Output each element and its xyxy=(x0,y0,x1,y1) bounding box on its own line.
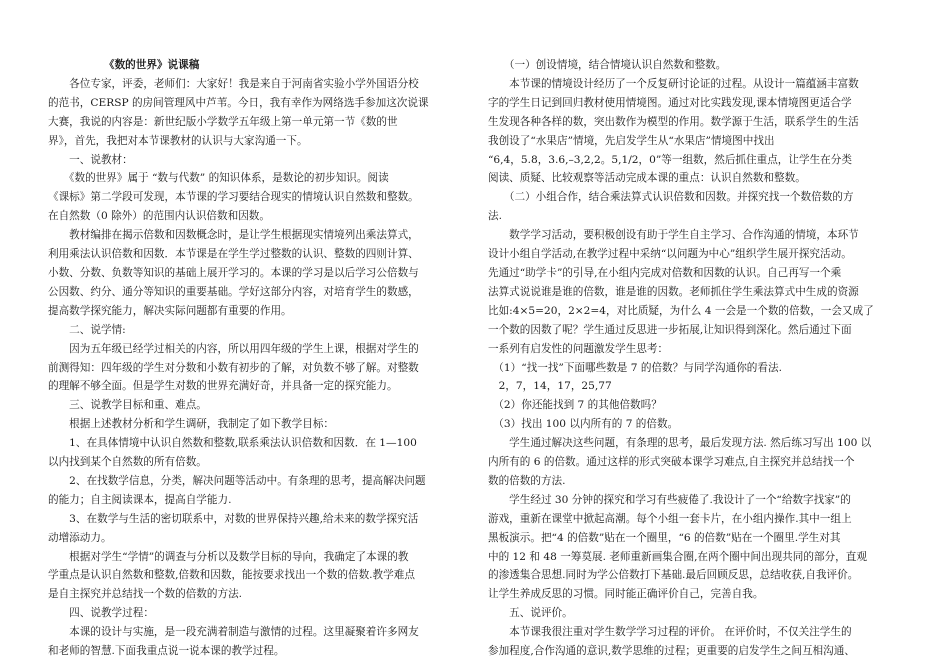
right-column-line: 内所有的 6 的倍数。通过这样的形式突破本课学习难点,自主探究并总结找一个 xyxy=(488,456,855,469)
left-column-line: 《数的世界》属于 “数与代数” 的知识体系，是数论的初步知识。阅读 xyxy=(48,172,389,185)
right-column-line: 先通过“助学卡”的引导,在小组内完成对倍数和因数的认识。自己再写一个乘 xyxy=(488,266,842,279)
right-column-line: 一系列有启发性的问题激发学生思考： xyxy=(488,342,669,355)
right-column-line: （2）你还能找到 7 的其他倍数吗？ xyxy=(488,399,662,412)
left-column-line: 利用乘法认识倍数和因数．本节课是在学生学过整数的认识、整数的四则计算、 xyxy=(48,248,419,261)
right-column-line: 数学学习活动，要积极创设有助于学生自主学习、合作沟通的情境，本环节 xyxy=(488,229,859,242)
left-column-line: 动增添动力。 xyxy=(48,531,112,544)
right-column-line: 阅读、质疑、比较观察等活动完成本课的重点：认识自然数和整数。 xyxy=(488,172,806,185)
right-column-line: 本节课我很注重对学生数学学习过程的评价。 在评价时，不仅关注学生的 xyxy=(488,626,852,639)
right-column-line: 学生通过解决这些问题，有条理的思考，最后发现方法. 然后练习写出 100 以 xyxy=(488,437,872,450)
left-column-line: 一、说教材： xyxy=(48,153,133,166)
left-column-line: 各位专家，评委，老师们：大家好！我是来自于河南省实验小学外国语分校 xyxy=(48,77,419,90)
left-column-line: 根据对学生“学情”的调查与分析以及数学目标的导向，我确定了本课的教 xyxy=(48,550,409,563)
right-column-line: 让学生养成反思的习惯。同时能正确评价自己，完善自我。 xyxy=(488,588,764,601)
left-column-line: 二、说学情: xyxy=(48,323,126,336)
right-column-line: 黑板演示。把“4 的倍数”贴在一个圈里，“6 的倍数”贴在一个圈里.学生对其 xyxy=(488,531,841,544)
left-column-line: 2、在找数学信息，分类，解决问题等活动中。有条理的思考，提高解决问题 xyxy=(48,474,426,487)
right-column-line: 学生经过 30 分钟的探究和学习有些疲倦了.我设计了一个“给数字找家”的 xyxy=(488,493,851,506)
right-column-line: 的渗透集合思想.同时为学公倍数打下基础.最后回顾反思，总结收获,自我评价。 xyxy=(488,569,859,582)
right-column-line: 本节课的情境设计经历了一个反复研讨论证的过程。从设计一篇蕴涵丰富数 xyxy=(488,77,859,90)
right-column-line: 法. xyxy=(488,210,502,223)
right-column-line: 字的学生日记到回归教材使用情境图。通过对比实践发现,课本情境图更适合学 xyxy=(488,96,852,109)
right-column-line: （1）“找一找”下面哪些数是 7 的倍数？与同学沟通你的看法. xyxy=(488,361,782,374)
left-column-line: 大赛，我说的内容是：新世纪版小学数学五年级上第一单元第一节《数的世 xyxy=(48,115,398,128)
right-column-line: 比如:4×5=20，2×2=4，对比质疑，为什么 4 一会是一个数的倍数，一会又成了 xyxy=(488,304,874,317)
right-column xyxy=(488,56,888,661)
document-title: 《数的世界》说课稿 xyxy=(104,59,200,71)
right-column-line: 我创设了“水果店”情境，先启发学生从“水果店”情境图中找出 xyxy=(488,134,775,147)
left-column-line: 和老师的智慧.下面我重点说一说本课的教学过程。 xyxy=(48,645,285,658)
left-column-line: 界》，首先，我把对本节课教材的认识与大家沟通一下。 xyxy=(48,134,308,147)
left-column-line: 以内找到某个自然数的所有倍数。 xyxy=(48,456,207,469)
left-column-line: 在自然数（0 除外）的范围内认识倍数和因数。 xyxy=(48,210,270,223)
left-column-line: 学重点是认识自然数和整数,倍数和因数，能按要求找出一个数的倍数.教学难点 xyxy=(48,569,415,582)
left-column-line: 是自主探究并总结找一个数的倍数的方法. xyxy=(48,588,243,601)
right-column-line: 设计小组自学活动,在教学过程中采纳“以问题为中心”组织学生展开探究活动。 xyxy=(488,248,852,261)
left-column-line: 教材编排在揭示倍数和因数概念时，是让学生根据现实情境列出乘法算式， xyxy=(48,229,419,242)
left-column-line: 的理解不够全面。但是学生对数的世界充满好奇，并具备一定的探究能力。 xyxy=(48,380,398,393)
left-column-line: 3、在数学与生活的密切联系中，对数的世界保持兴趣,给未来的数学探究活 xyxy=(48,512,419,525)
left-column-line: 1、在具体情境中认识自然数和整数,联系乘法认识倍数和因数．在 1—100 xyxy=(48,437,417,450)
right-column-line: 五、说评价。 xyxy=(488,607,573,620)
left-column-line: 因为五年级已经学过相关的内容，所以用四年级的学生上课，根据对学生的 xyxy=(48,342,419,355)
left-column-line: 前测得知：四年级的学生对分数和小数有初步的了解，对负数不够了解。对整数 xyxy=(48,361,419,374)
right-column-line: （3）找出 100 以内所有的 7 的倍数。 xyxy=(488,418,679,431)
right-column-line: 游戏，重新在课堂中掀起高潮。每个小组一套卡片，在小组内操作.其中一组上 xyxy=(488,512,852,525)
right-column-line: 一个数的因数了呢？学生通过反思进一步拓展,让知识得到深化。然后通过下面 xyxy=(488,323,852,336)
left-column-line: 公因数、约分、通分等知识的重要基础。学好这部分内容，对培育学生的数感， xyxy=(48,285,419,298)
left-column-line: 根据上述教材分析和学生调研，我制定了如下教学目标： xyxy=(48,418,335,431)
right-column-line: 中的 12 和 48 一筹莫展. 老师重新画集合圈,在两个圈中间出现共同的部分，直观 xyxy=(488,550,867,563)
right-column-line: 数的倍数的方法. xyxy=(488,474,566,487)
left-column-line: 小数、分数、负数等知识的基础上展开学习的。本课的学习是以后学习公倍数与 xyxy=(48,266,419,279)
right-column-line: 生发现各种各样的数，突出数作为模型的作用。数学源于生活，联系学生的生活 xyxy=(488,115,859,128)
right-column-line: 2，7，14，17，25,77 xyxy=(488,380,612,393)
right-column-line: “6,4，5.8，3.6,–3,2,2。5,1/2，0”等一组数，然后抓住重点，让学生在分类 xyxy=(488,153,852,166)
left-column-line: 三、说教学目标和重、难点。 xyxy=(48,399,207,412)
left-column-line: 的范书，CERSP 的房间管理风中芦苇。今日，我有幸作为网络选手参加这次说课 xyxy=(48,96,429,109)
left-column-line: 本课的设计与实施，是一段充满着制造与激情的过程。这里凝聚着许多网友 xyxy=(48,626,419,639)
left-column-line: 的能力；自主阅读课本，提高自学能力. xyxy=(48,493,232,506)
left-column xyxy=(48,56,431,661)
left-column-line: 四、说教学过程： xyxy=(48,607,154,620)
left-column-line: 提高数学探究能力，解决实际问题都有重要的作用。 xyxy=(48,304,292,317)
right-column-line: （一）创设情境，结合情境认识自然数和整数。 xyxy=(488,59,727,71)
right-column-line: 法算式说说谁是谁的倍数，谁是谁的因数。老师抓住学生乘法算式中生成的资源 xyxy=(488,285,859,298)
right-column-line: （二）小组合作，结合乘法算式认识倍数和因数。并探究找一个数倍数的方 xyxy=(488,191,854,204)
right-column-line: 参加程度,合作沟通的意识,数学思维的过程；更重要的启发学生之间互相沟通、 xyxy=(488,645,855,658)
left-column-line: 《课标》第二学段可发现，本节课的学习要结合现实的情境认识自然数和整数。 xyxy=(48,191,419,204)
